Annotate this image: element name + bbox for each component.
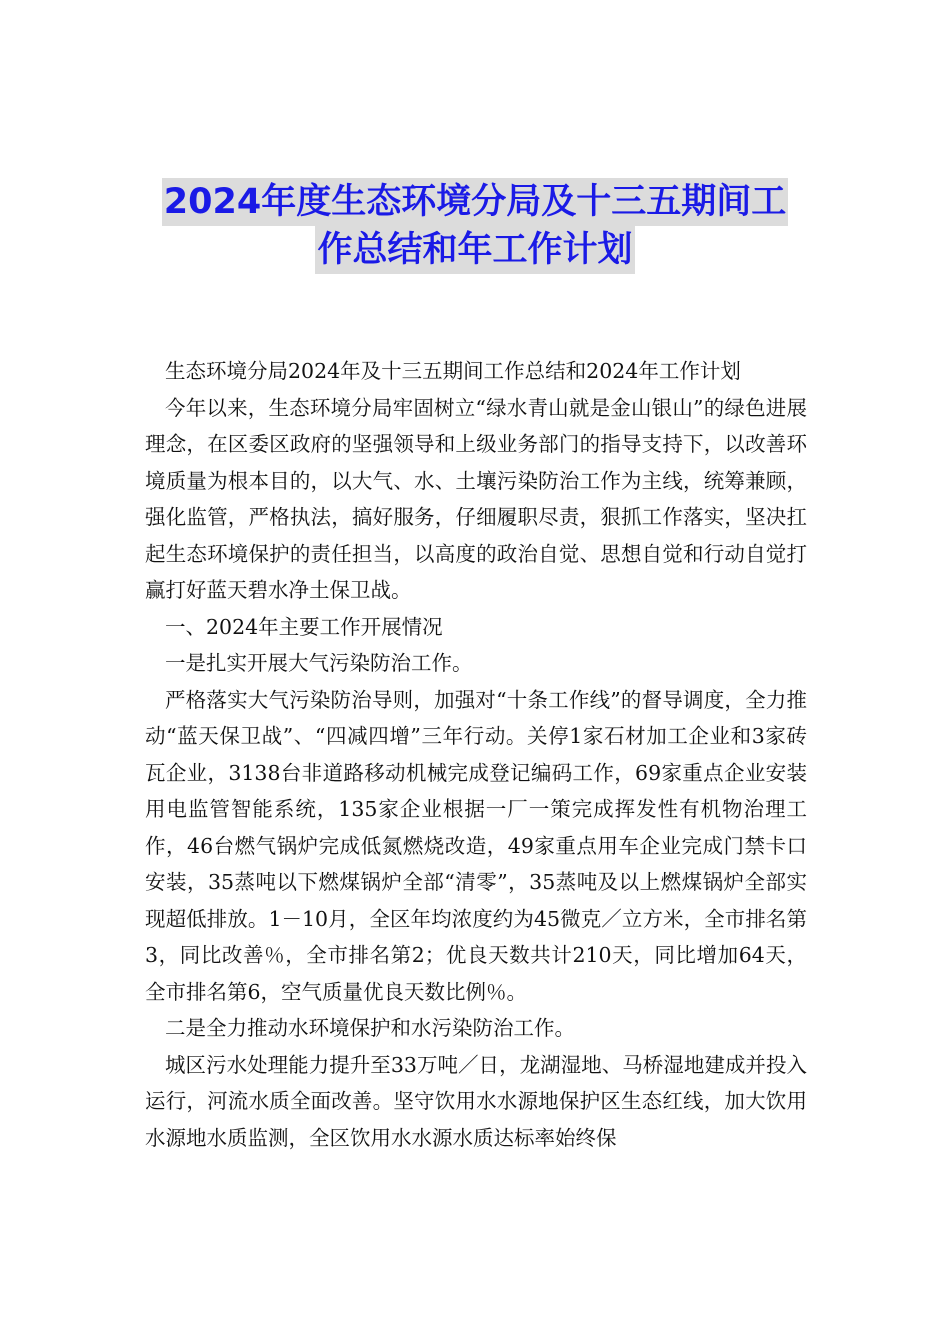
document-title (140, 178, 810, 274)
document-subtitle-paragraph: 生态环境分局2024年及十三五期间工作总结和2024年工作计划 (165, 359, 741, 383)
document-title-line-1: 2024年度生态环境分局及十三五期间工 (162, 178, 788, 226)
air-pollution-paragraph: 严格落实大气污染防治导则，加强对“十条工作线”的督导调度，全力推动“蓝天保卫战”、“四减四增”三年行动。关停1家石材加工企业和3家砖瓦企业，3138台非道路移动机械完成登记编码工作，69家重点企业安装用电监管智能系统，135家企业根据一厂一策完成挥发性有机物治理工作，46台燃气锅炉完成低氮燃烧改造，49家重点用车企业完成门禁卡口安装，35蒸吨以下燃煤锅炉全部“清零”，35蒸吨及以上燃煤锅炉全部实现超低排放。1－10月，全区年均浓度约为45微克／立方米，全市排名第3，同比改善％，全市排名第2；优良天数共计210天，同比增加64天，全市排名第6，空气质量优良天数比例％。 (145, 687, 807, 1004)
section-heading-1: 一、2024年主要工作开展情况 (165, 614, 443, 639)
document-title-line-2: 作总结和年工作计划 (315, 226, 634, 274)
subheading-water-pollution: 二是全力推动水环境保护和水污染防治工作。 (165, 1016, 575, 1040)
water-pollution-paragraph: 城区污水处理能力提升至33万吨／日，龙湖湿地、马桥湿地建成并投入运行，河流水质全面改善。坚守饮用水水源地保护区生态红线，加大饮用水源地水质监测，全区饮用水水源水质达标率始终保 (145, 1052, 807, 1150)
document-body (145, 353, 807, 1156)
intro-paragraph: 今年以来，生态环境分局牢固树立“绿水青山就是金山银山”的绿色进展理念，在区委区政府的坚强领导和上级业务部门的指导支持下，以改善环境质量为根本目的，以大气、水、土壤污染防治工作为主线，统筹兼顾，强化监管，严格执法，搞好服务，仔细履职尽责，狠抓工作落实，坚决扛起生态环境保护的责任担当，以高度的政治自觉、思想自觉和行动自觉打赢打好蓝天碧水净土保卫战。 (145, 395, 807, 602)
subheading-air-pollution: 一是扎实开展大气污染防治工作。 (165, 651, 473, 675)
